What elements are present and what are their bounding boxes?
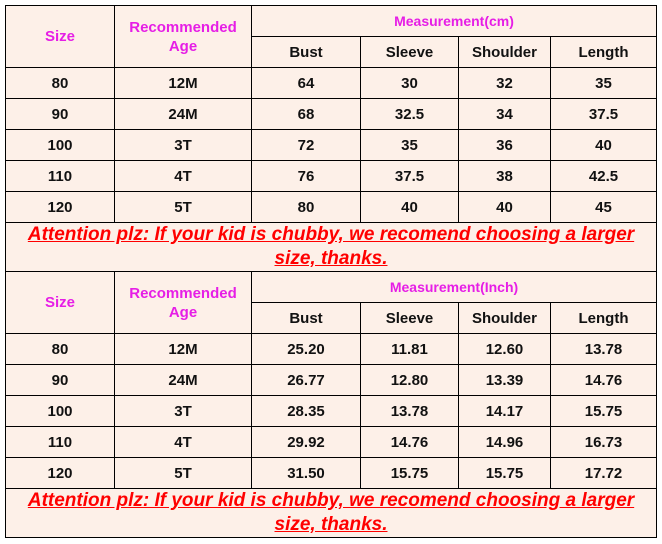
size-header: Size [6, 6, 115, 68]
table-row [6, 396, 657, 427]
table-cell: 26.77 [252, 365, 361, 396]
age-header [115, 272, 252, 334]
table-cell: 12M [115, 334, 252, 365]
column-header-length: Length [551, 37, 657, 68]
column-header-shoulder: Shoulder [459, 303, 551, 334]
table-cell: 13.78 [551, 334, 657, 365]
table-cell: 12.80 [361, 365, 459, 396]
table-row [6, 99, 657, 130]
table-cell: 5T [115, 192, 252, 223]
size-header: Size [6, 272, 115, 334]
table-row [6, 334, 657, 365]
table-cell: 4T [115, 161, 252, 192]
table-cell: 38 [459, 161, 551, 192]
table-row [6, 458, 657, 489]
column-header-shoulder: Shoulder [459, 37, 551, 68]
header-row [6, 6, 657, 37]
table-cell: 14.76 [551, 365, 657, 396]
table-cell: 90 [6, 365, 115, 396]
table-cell: 14.76 [361, 427, 459, 458]
table-cell: 3T [115, 396, 252, 427]
table-cell: 40 [459, 192, 551, 223]
table-cell: 72 [252, 130, 361, 161]
table-cell: 11.81 [361, 334, 459, 365]
table-cell: 80 [252, 192, 361, 223]
table-cell: 40 [551, 130, 657, 161]
column-header-sleeve: Sleeve [361, 303, 459, 334]
age-header-line2: Age [168, 37, 198, 55]
table-cell: 110 [6, 161, 115, 192]
note-row [6, 223, 657, 272]
table-cell: 37.5 [361, 161, 459, 192]
table-cell: 4T [115, 427, 252, 458]
column-header-length: Length [551, 303, 657, 334]
column-header-sleeve: Sleeve [361, 37, 459, 68]
table-cell: 40 [361, 192, 459, 223]
table-cell: 24M [115, 99, 252, 130]
table-cell: 37.5 [551, 99, 657, 130]
measurement-header: Measurement(cm) [252, 6, 657, 37]
table-cell: 16.73 [551, 427, 657, 458]
table-cell: 3T [115, 130, 252, 161]
table-cell: 12.60 [459, 334, 551, 365]
column-header-bust: Bust [252, 37, 361, 68]
table-cell: 15.75 [551, 396, 657, 427]
table-cell: 45 [551, 192, 657, 223]
table-cell: 14.96 [459, 427, 551, 458]
table-cell: 110 [6, 427, 115, 458]
table-row [6, 161, 657, 192]
table-cell: 76 [252, 161, 361, 192]
table-row [6, 130, 657, 161]
size-chart [5, 5, 656, 538]
age-header [115, 6, 252, 68]
table-cell: 100 [6, 130, 115, 161]
age-header-line1: Recommended [129, 18, 237, 36]
table-cell: 24M [115, 365, 252, 396]
age-header-line2: Age [168, 303, 198, 321]
table-row [6, 192, 657, 223]
attention-note: Attention plz: If your kid is chubby, we recomend choosing a larger size, thanks. [6, 223, 657, 272]
table-row [6, 365, 657, 396]
table-cell: 15.75 [361, 458, 459, 489]
table-cell: 42.5 [551, 161, 657, 192]
table-cell: 34 [459, 99, 551, 130]
table-row [6, 68, 657, 99]
table-cell: 15.75 [459, 458, 551, 489]
table-cell: 80 [6, 334, 115, 365]
table-cell: 64 [252, 68, 361, 99]
table-cell: 80 [6, 68, 115, 99]
table-cell: 31.50 [252, 458, 361, 489]
table-cell: 36 [459, 130, 551, 161]
attention-note: Attention plz: If your kid is chubby, we recomend choosing a larger size, thanks. [6, 489, 657, 538]
table-cell: 32.5 [361, 99, 459, 130]
table-cell: 120 [6, 458, 115, 489]
age-header-line1: Recommended [129, 284, 237, 302]
table-cell: 90 [6, 99, 115, 130]
table-cell: 29.92 [252, 427, 361, 458]
size-table [5, 5, 657, 538]
table-cell: 100 [6, 396, 115, 427]
table-cell: 13.39 [459, 365, 551, 396]
table-cell: 35 [361, 130, 459, 161]
column-header-bust: Bust [252, 303, 361, 334]
table-row [6, 427, 657, 458]
table-cell: 14.17 [459, 396, 551, 427]
table-cell: 5T [115, 458, 252, 489]
table-cell: 32 [459, 68, 551, 99]
table-cell: 13.78 [361, 396, 459, 427]
table-cell: 17.72 [551, 458, 657, 489]
measurement-header: Measurement(Inch) [252, 272, 657, 303]
table-cell: 28.35 [252, 396, 361, 427]
table-cell: 30 [361, 68, 459, 99]
note-row [6, 489, 657, 538]
table-cell: 25.20 [252, 334, 361, 365]
table-cell: 35 [551, 68, 657, 99]
table-cell: 120 [6, 192, 115, 223]
table-cell: 12M [115, 68, 252, 99]
header-row [6, 272, 657, 303]
table-cell: 68 [252, 99, 361, 130]
